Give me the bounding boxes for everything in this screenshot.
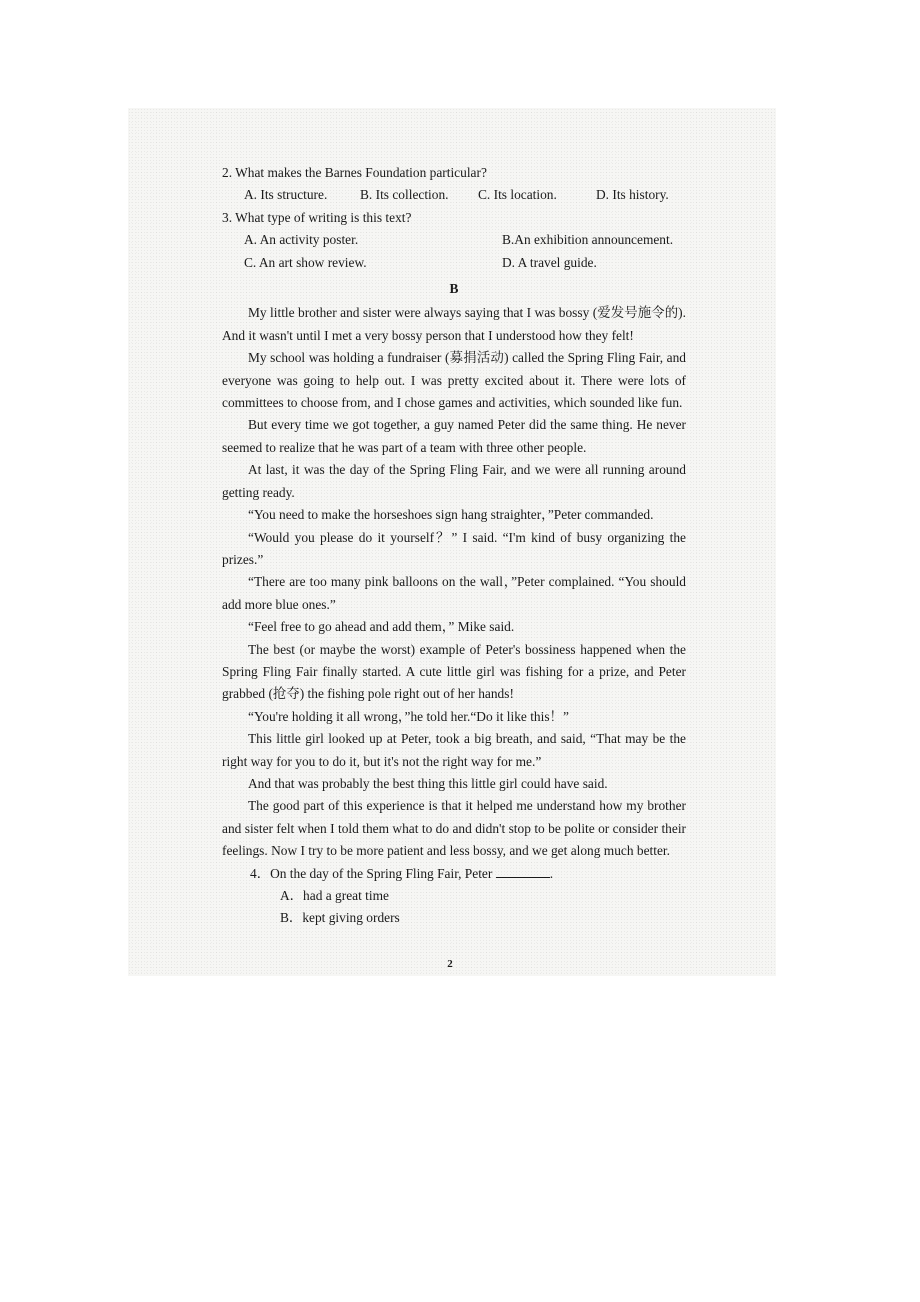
option-b: B.An exhibition announcement. bbox=[502, 232, 674, 248]
option-a: A. Its structure. bbox=[244, 187, 328, 203]
paragraph: “You need to make the horseshoes sign hang straighter，”Peter commanded. bbox=[248, 507, 654, 523]
option-b: B. Its collection. bbox=[360, 187, 449, 203]
paragraph: This little girl looked up at Peter, took a big breath, and said, “That may be the right way for you to do it, but it's not the right way for me.” bbox=[222, 731, 686, 769]
question-3: 3. What type of writing is this text? bbox=[222, 209, 412, 225]
paragraph: My school was holding a fundraiser (募捐活动) called the Spring Fling Fair, and everyone was going to help out. I was pretty excited about it. There were lots of committees to choose from, and I chose games and activities, which sounded like fun. bbox=[222, 350, 686, 411]
question-4-option-b: B．kept giving orders bbox=[280, 910, 400, 926]
paragraph: At last, it was the day of the Spring Fling Fair, and we were all running around getting ready. bbox=[222, 462, 686, 500]
page-content bbox=[222, 162, 686, 930]
paragraph: “Feel free to go ahead and add them，” Mike said. bbox=[248, 619, 515, 635]
answer-blank bbox=[496, 863, 550, 878]
question-4-end: . bbox=[549, 865, 554, 881]
option-a: A. An activity poster. bbox=[244, 232, 359, 248]
question-2: 2. What makes the Barnes Foundation particular? bbox=[222, 165, 487, 180]
paragraph: The good part of this experience is that it helped me understand how my brother and sister felt when I told them what to do and didn't stop to be polite or consider their feelings. Now I try to be more patient and less bossy, and we get along much better. bbox=[222, 798, 686, 859]
paragraph: “There are too many pink balloons on the wall，”Peter complained. “You should add more blue ones.” bbox=[222, 574, 686, 612]
paragraph: “You're holding it all wrong，”he told her.“Do it like this！” bbox=[248, 708, 569, 724]
question-2-options bbox=[222, 184, 686, 206]
paragraph: But every time we got together, a guy named Peter did the same thing. He never seemed to realize that he was part of a team with three other people. bbox=[222, 417, 686, 455]
question-3-options-row-1 bbox=[222, 229, 686, 251]
question-4-option-a: A．had a great time bbox=[280, 888, 389, 903]
question-4 bbox=[222, 863, 686, 885]
question-3-options-row-2 bbox=[222, 252, 686, 274]
option-c: C. Its location. bbox=[478, 187, 557, 203]
page-number: 2 bbox=[447, 958, 453, 970]
paragraph: “Would you please do it yourself？” I said. “I'm kind of busy organizing the prizes.” bbox=[222, 529, 686, 567]
option-d: D. A travel guide. bbox=[502, 254, 597, 270]
question-4-text: 4．On the day of the Spring Fling Fair, Peter bbox=[250, 865, 493, 881]
section-label: B bbox=[449, 281, 459, 297]
option-c: C. An art show review. bbox=[244, 254, 367, 270]
paragraph: The best (or maybe the worst) example of Peter's bossiness happened when the Spring Fling Fair finally started. A cute little girl was fishing for a prize, and Peter grabbed (抢夺) the fishing pole right out of her hands! bbox=[222, 641, 686, 702]
paragraph: My little brother and sister were always saying that I was bossy (爱发号施令的). And it wasn't until I met a very bossy person that I understood how they felt! bbox=[222, 305, 686, 343]
paragraph: And that was probably the best thing this little girl could have said. bbox=[248, 775, 608, 791]
option-d: D. Its history. bbox=[596, 187, 669, 203]
